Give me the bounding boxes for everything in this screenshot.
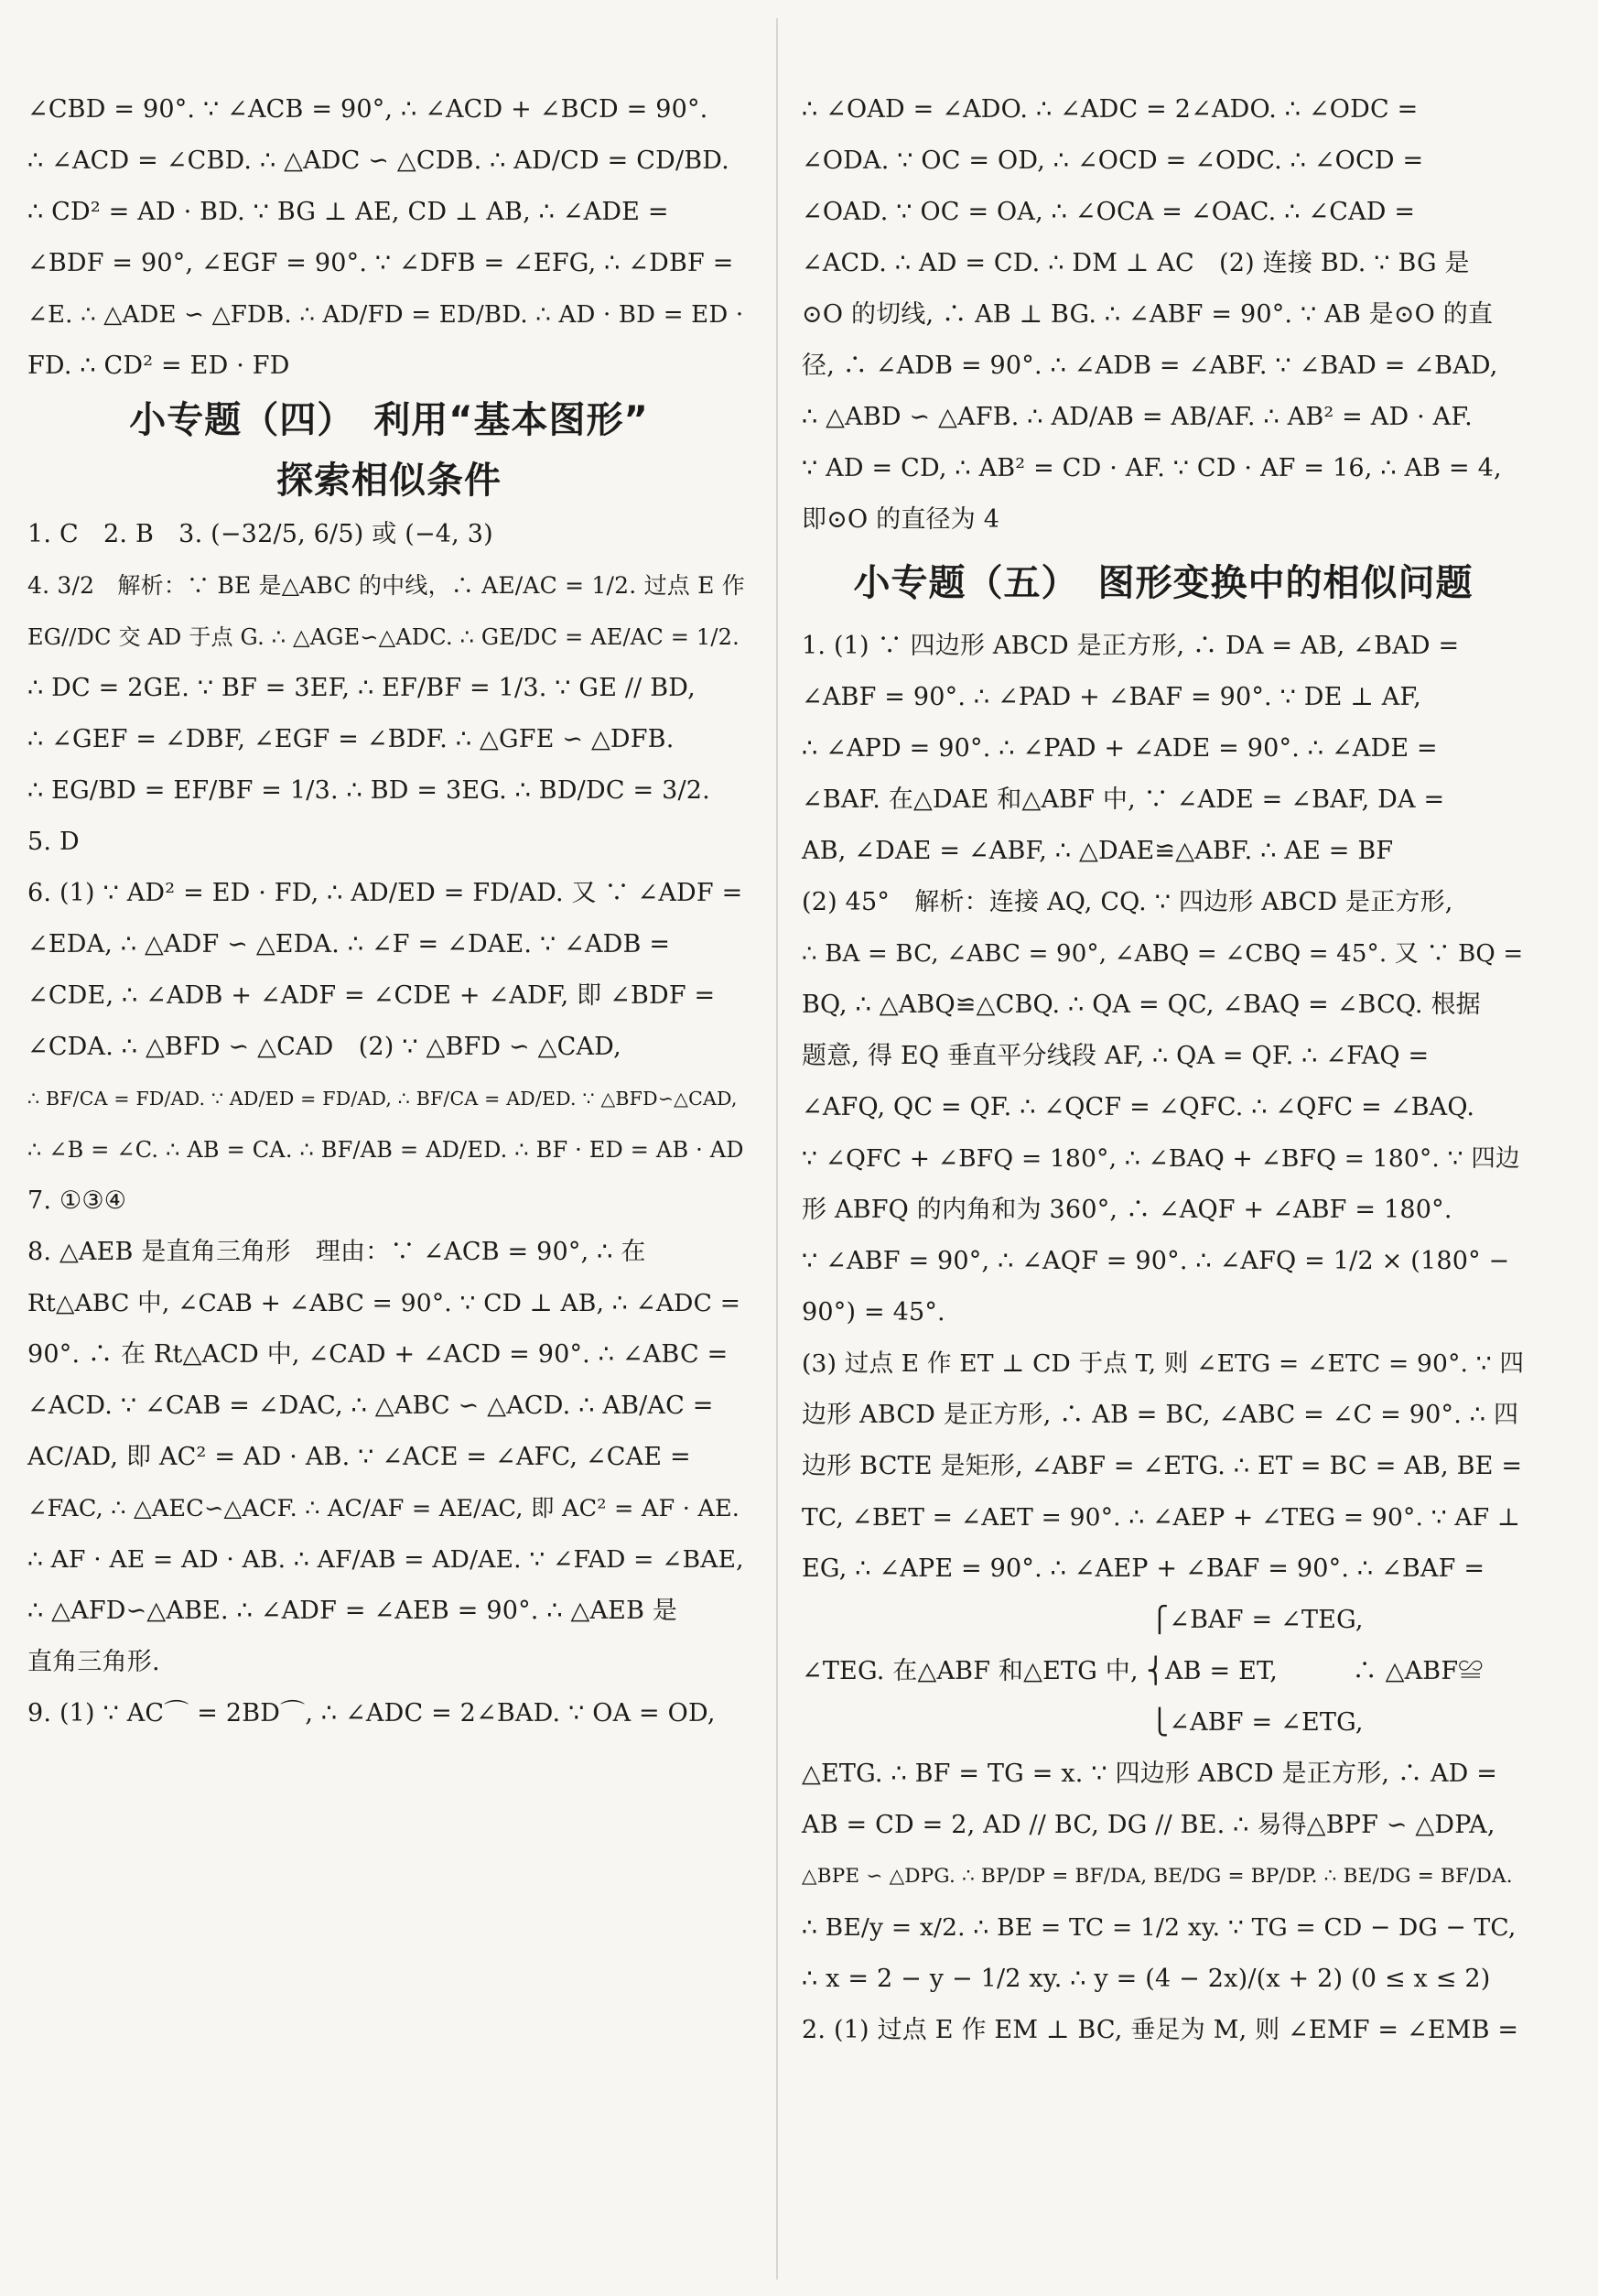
answer-text-line: 4. 3/2 解析：∵ BE 是△ABC 的中线，∴ AE/AC = 1/2. 过点 E 作 [27,572,745,599]
right-column [802,84,1525,2056]
answer-text-line: ∠CBD = 90°. ∵ ∠ACB = 90°, ∴ ∠ACD + ∠BCD = 90°. [27,95,708,124]
answer-text-line: ⎧∠BAF = ∠TEG, [802,1606,1364,1634]
answer-text-line: ∴ ∠ACD = ∠CBD. ∴ △ADC ∽ △CDB. ∴ AD/CD = CD/BD. [27,146,729,175]
right-answer-block-a [802,84,1525,546]
answer-text-line: ∵ AD = CD, ∴ AB² = CD · AF. ∵ CD · AF = 16, ∴ AB = 4, [802,454,1502,482]
answer-text-line: 边形 BCTE 是矩形, ∠ABF = ∠ETG. ∴ ET = BC = AB, BE = [802,1452,1523,1480]
answer-text-line: AC/AD, 即 AC² = AD · AB. ∵ ∠ACE = ∠AFC, ∠CAE = [27,1443,691,1471]
right-answer-block-b [802,621,1525,2056]
answer-text-line: BQ, ∴ △ABQ≌△CBQ. ∴ QA = QC, ∠BAQ = ∠BCQ. 根据 [802,991,1481,1019]
answer-text-line: (2) 45° 解析：连接 AQ, CQ. ∵ 四边形 ABCD 是正方形, [802,888,1453,916]
answer-text-line: 形 ABFQ 的内角和为 360°, ∴ ∠AQF + ∠ABF = 180°. [802,1196,1452,1224]
answer-text-line: TC, ∠BET = ∠AET = 90°. ∴ ∠AEP + ∠TEG = 90°. ∵ AF ⊥ [802,1503,1521,1532]
answer-text-line: ∠ACD. ∴ AD = CD. ∴ DM ⊥ AC (2) 连接 BD. ∵ BG 是 [802,249,1470,277]
answer-text-line: ∴ BA = BC, ∠ABC = 90°, ∠ABQ = ∠CBQ = 45°. 又 ∵ BQ = [802,940,1524,968]
answer-text-line: ∠TEG. 在△ABF 和△ETG 中, ⎨AB = ET, ∴ △ABF≌ [802,1657,1484,1685]
answer-text-line: EG//DC 交 AD 于点 G. ∴ △AGE∽△ADC. ∴ GE/DC = AE/AC = 1/2. [27,624,740,650]
answer-text-line: ∴ △AFD∽△ABE. ∴ ∠ADF = ∠AEB = 90°. ∴ △AEB 是 [27,1597,678,1625]
answer-text-line: 2. (1) 过点 E 作 EM ⊥ BC, 垂足为 M, 则 ∠EMF = ∠EMB = [802,2016,1519,2044]
answer-text-line: ∴ BF/CA = FD/AD. ∵ AD/ED = FD/AD, ∴ BF/CA = AD/ED. ∵ △BFD∽△CAD, [27,1088,738,1110]
answer-text-line: ⎩∠ABF = ∠ETG, [802,1708,1364,1737]
answer-text-line: ∴ CD² = AD · BD. ∵ BG ⊥ AE, CD ⊥ AB, ∴ ∠ADE = [27,198,669,226]
answer-text-line: ∠ABF = 90°. ∴ ∠PAD + ∠BAF = 90°. ∵ DE ⊥ AF, [802,683,1421,711]
answer-text-line: EG, ∴ ∠APE = 90°. ∴ ∠AEP + ∠BAF = 90°. ∴ ∠BAF = [802,1554,1485,1583]
left-answer-block-b [27,509,750,1739]
answer-text-line: 90°) = 45°. [802,1298,945,1327]
section-heading-5: 小专题（五） 图形变换中的相似问题 [853,562,1474,604]
answer-text-line: ∠ODA. ∵ OC = OD, ∴ ∠OCD = ∠ODC. ∴ ∠OCD = [802,146,1424,175]
answer-text-line: ∴ ∠APD = 90°. ∴ ∠PAD + ∠ADE = 90°. ∴ ∠ADE = [802,734,1438,763]
answer-text-line: ∴ EG/BD = EF/BF = 1/3. ∴ BD = 3EG. ∴ BD/DC = 3/2. [27,776,710,805]
answer-text-line: ∠CDA. ∴ △BFD ∽ △CAD (2) ∵ △BFD ∽ △CAD, [27,1033,621,1061]
section-heading-4-line-2: 探索相似条件 [276,460,502,502]
answer-text-line: ∠CDE, ∴ ∠ADB + ∠ADF = ∠CDE + ∠ADF, 即 ∠BDF = [27,981,716,1010]
answer-text-line: 6. (1) ∵ AD² = ED · FD, ∴ AD/ED = FD/AD. 又 ∵ ∠ADF = [27,879,743,907]
answer-text-line: ∴ △ABD ∽ △AFB. ∴ AD/AB = AB/AF. ∴ AB² = AD · AF. [802,403,1473,431]
answer-text-line: ∴ x = 2 − y − 1/2 xy. ∴ y = (4 − 2x)/(x + 2) (0 ≤ x ≤ 2) [802,1965,1491,1993]
answer-text-line: ∴ ∠OAD = ∠ADO. ∴ ∠ADC = 2∠ADO. ∴ ∠ODC = [802,95,1419,124]
answer-text-line: 9. (1) ∵ AC⌒ = 2BD⌒, ∴ ∠ADC = 2∠BAD. ∵ OA = OD, [27,1699,716,1727]
answer-text-line: 径, ∴ ∠ADB = 90°. ∴ ∠ADB = ∠ABF. ∵ ∠BAD = ∠BAD, [802,352,1498,380]
answer-text-line: 90°. ∴ 在 Rt△ACD 中, ∠CAD + ∠ACD = 90°. ∴ ∠ABC = [27,1340,729,1369]
answer-text-line: ∴ DC = 2GE. ∵ BF = 3EF, ∴ EF/BF = 1/3. ∵ GE // BD, [27,674,696,702]
answer-text-line: AB = CD = 2, AD // BC, DG // BE. ∴ 易得△BPF ∽ △DPA, [802,1811,1495,1839]
answer-text-line: 7. ①③④ [27,1186,127,1215]
answer-text-line: ∠AFQ, QC = QF. ∴ ∠QCF = ∠QFC. ∴ ∠QFC = ∠BAQ. [802,1093,1475,1121]
answer-text-line: ∠FAC, ∴ △AEC∽△ACF. ∴ AC/AF = AE/AC, 即 AC² = AF · AE. [27,1495,740,1522]
answer-text-line: ∴ AF · AE = AD · AB. ∴ AF/AB = AD/AE. ∵ ∠FAD = ∠BAE, [27,1545,744,1574]
answer-text-line: ∠BAF. 在△DAE 和△ABF 中, ∵ ∠ADE = ∠BAF, DA = [802,785,1445,814]
answer-text-line: △BPE ∽ △DPG. ∴ BP/DP = BF/DA, BE/DG = BP/DP. ∴ BE/DG = BF/DA. [802,1865,1513,1888]
answer-text-line: AB, ∠DAE = ∠ABF, ∴ △DAE≌△ABF. ∴ AE = BF [802,837,1394,865]
answer-text-line: ∠ACD. ∵ ∠CAB = ∠DAC, ∴ △ABC ∽ △ACD. ∴ AB/AC = [27,1392,714,1420]
answer-text-line: 直角三角形. [27,1648,160,1676]
answer-text-line: 1. (1) ∵ 四边形 ABCD 是正方形, ∴ DA = AB, ∠BAD = [802,632,1460,660]
answer-text-line: FD. ∴ CD² = ED · FD [27,352,290,380]
answer-text-line: ∴ ∠B = ∠C. ∴ AB = CA. ∴ BF/AB = AD/ED. ∴ BF · ED = AB · AD [27,1137,744,1163]
section-heading-4-line-1: 小专题（四） 利用“基本图形” [129,399,649,441]
answer-text-line: ∴ BE/y = x/2. ∴ BE = TC = 1/2 xy. ∵ TG = CD − DG − TC, [802,1913,1517,1942]
answer-text-line: (3) 过点 E 作 ET ⊥ CD 于点 T, 则 ∠ETG = ∠ETC = 90°. ∵ 四 [802,1349,1525,1378]
answer-text-line: ∴ ∠GEF = ∠DBF, ∠EGF = ∠BDF. ∴ △GFE ∽ △DFB. [27,725,675,753]
left-answer-block-a [27,84,750,392]
answer-text-line: 5. D [27,828,80,856]
answer-text-line: △ETG. ∴ BF = TG = x. ∵ 四边形 ABCD 是正方形, ∴ AD = [802,1760,1498,1788]
left-column [27,84,750,1739]
column-divider [776,18,778,2280]
answer-text-line: ∠OAD. ∵ OC = OA, ∴ ∠OCA = ∠OAC. ∴ ∠CAD = [802,198,1416,226]
answer-text-line: Rt△ABC 中, ∠CAB + ∠ABC = 90°. ∵ CD ⊥ AB, ∴ ∠ADC = [27,1289,741,1317]
answer-text-line: ∵ ∠QFC + ∠BFQ = 180°, ∴ ∠BAQ + ∠BFQ = 180°. ∵ 四边 [802,1144,1520,1173]
answer-text-line: ∠E. ∴ △ADE ∽ △FDB. ∴ AD/FD = ED/BD. ∴ AD · BD = ED · [27,301,744,329]
answer-text-line: 边形 ABCD 是正方形, ∴ AB = BC, ∠ABC = ∠C = 90°. ∴ 四 [802,1401,1519,1429]
answer-text-line: ∠BDF = 90°, ∠EGF = 90°. ∵ ∠DFB = ∠EFG, ∴ ∠DBF = [27,249,734,277]
answer-text-line: 1. C 2. B 3. (−32/5, 6/5) 或 (−4, 3) [27,520,493,548]
answer-text-line: 题意, 得 EQ 垂直平分线段 AF, ∴ QA = QF. ∴ ∠FAQ = [802,1042,1430,1070]
answer-text-line: ∵ ∠ABF = 90°, ∴ ∠AQF = 90°. ∴ ∠AFQ = 1/2 × (180° − [802,1247,1510,1275]
answer-text-line: ⊙O 的切线, ∴ AB ⊥ BG. ∴ ∠ABF = 90°. ∵ AB 是⊙O 的直 [802,300,1494,329]
answer-text-line: ∠EDA, ∴ △ADF ∽ △EDA. ∴ ∠F = ∠DAE. ∵ ∠ADB = [27,930,671,958]
answer-text-line: 即⊙O 的直径为 4 [802,505,1000,534]
answer-text-line: 8. △AEB 是直角三角形 理由：∵ ∠ACB = 90°, ∴ 在 [27,1238,646,1266]
